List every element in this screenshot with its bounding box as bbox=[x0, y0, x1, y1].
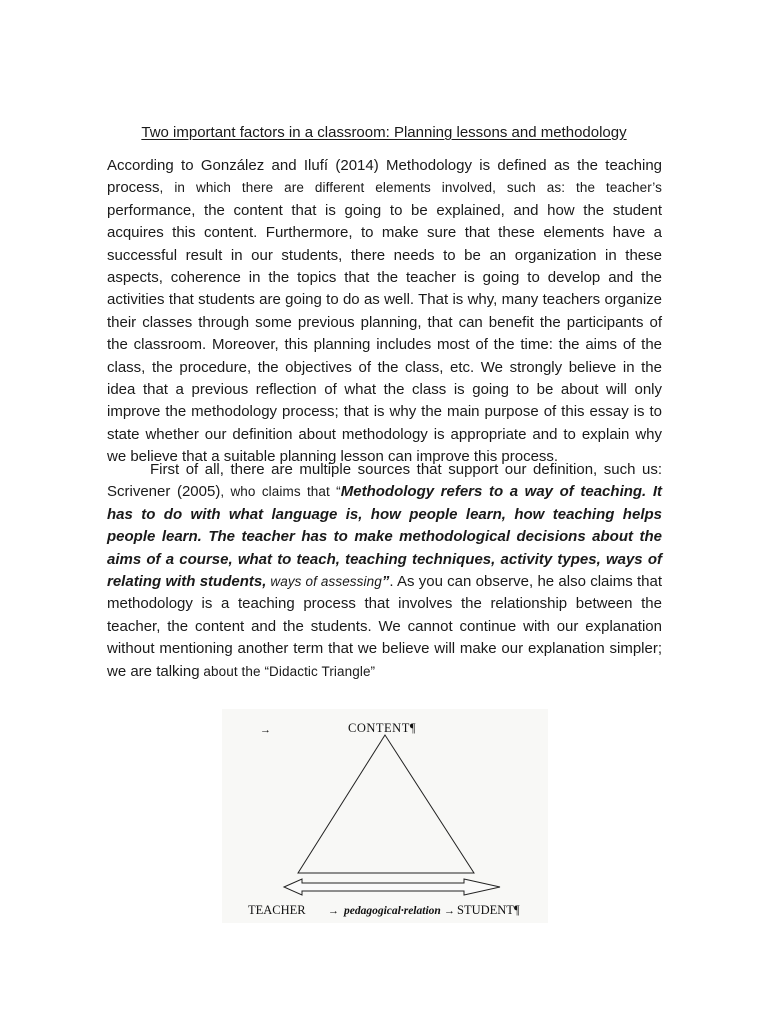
paragraph-1-text-b: , in which there are different elements involved, such as: the teacher’s bbox=[159, 180, 662, 196]
scrivener-quote: Methodology refers to a way of teaching. It has to do with what language is, how people learn, how teaching helps people learn. The teacher has to make methodological decisions about the aims of a course, what to teach, teaching techniques, activity types, ways of relating with students, bbox=[107, 483, 662, 591]
didactic-triangle bbox=[298, 735, 474, 873]
content-label: CONTENT¶ bbox=[348, 721, 416, 735]
arrow-mark: → bbox=[260, 724, 271, 736]
paragraph-2 bbox=[107, 459, 662, 683]
didactic-triangle-diagram bbox=[222, 709, 548, 923]
pedagogical-relation-label: pedagogical·relation bbox=[344, 905, 441, 917]
paragraph-1-text-a: According to González and Ilufí (2014) Methodology is defined as the teaching process bbox=[107, 157, 662, 197]
double-arrow-icon bbox=[284, 879, 500, 895]
quote-close-mark: ” bbox=[381, 573, 390, 591]
paragraph-2-text-c: . As you can observe, he also claims that methodology is a teaching process that involves the relationship between the teacher, the content and the students. We cannot continue with our explanation without mentioning another term that we believe will make our explanation simpler; we are talking bbox=[107, 573, 662, 680]
paragraph-2-text-a: First of all, there are multiple sources that support our definition, such us: Scrivener (2005) bbox=[107, 461, 662, 501]
teacher-label: TEACHER bbox=[248, 903, 306, 917]
paragraph-1-text-c: performance, the content that is going to be explained, and how the student acquires this content. Furthermore, to make sure that these elements have a successful result in our students, there needs to be an organization in these aspects, coherence in the topics that the teacher is going to develop and the activities that students are going to do as well. That is why, many teachers organize their classes through some previous planning, that can benefit the participants of the classroom. Moreover, this planning includes most of the time: the aims of the class, the procedure, the objectives of the class, etc. We strongly believe in the idea that a previous reflection of what the class is going to be about will only improve the methodology process; that is why the main purpose of this essay is to state whether our definition about methodology is appropriate and to explain why we believe that a suitable planning lesson can improve this process. bbox=[107, 201, 662, 466]
document-title: Two important factors in a classroom: Planning lessons and methodology bbox=[141, 124, 627, 141]
arrow-1: → bbox=[328, 905, 339, 917]
scrivener-quote-end: ways of assessing bbox=[266, 574, 382, 590]
student-label: STUDENT¶ bbox=[457, 903, 520, 917]
paragraph-1 bbox=[107, 155, 662, 469]
paragraph-2-text-d: about the “Didactic Triangle” bbox=[199, 663, 376, 679]
arrow-2: → bbox=[444, 905, 455, 917]
didactic-triangle-figure bbox=[222, 709, 548, 923]
paragraph-2-text-b: , who claims that “ bbox=[220, 484, 341, 500]
